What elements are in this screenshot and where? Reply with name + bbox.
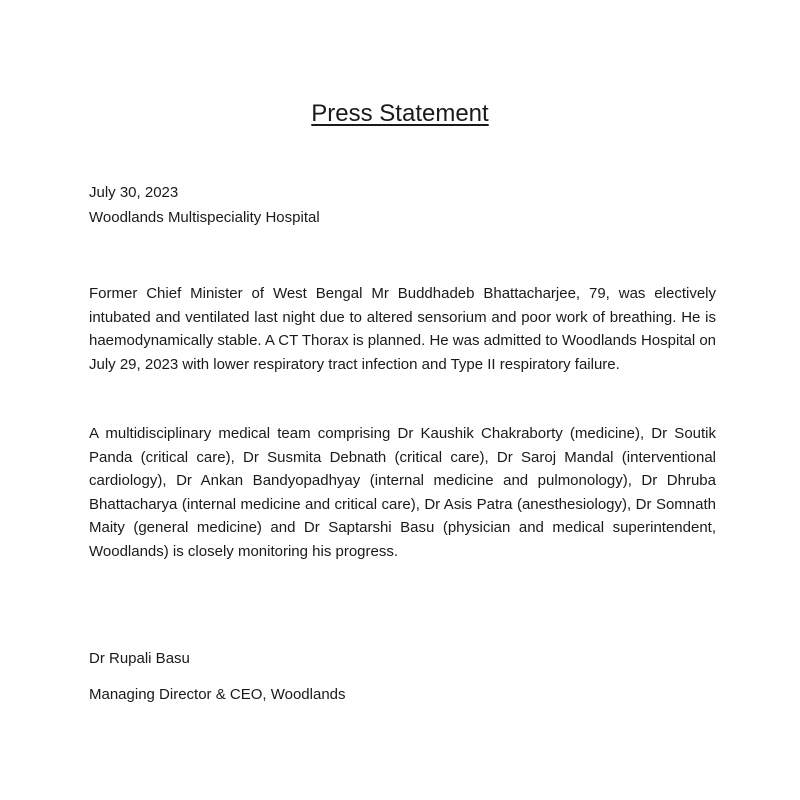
statement-organization: Woodlands Multispeciality Hospital [89, 209, 320, 226]
statement-header [89, 180, 320, 230]
signatory-name: Dr Rupali Basu [89, 650, 190, 667]
document-title-block [0, 98, 800, 130]
body-paragraph-condition: Former Chief Minister of West Bengal Mr Buddhadeb Bhattacharjee, 79, was electively intubated and ventilated last night due to altered sensorium and poor work of breathing. He is haemodynamically stable. A CT Thorax is planned. He was admitted to Woodlands Hospital on July 29, 2023 with lower respiratory tract infection and Type II respiratory failure. [89, 285, 717, 373]
body-paragraph-medical-team: A multidisciplinary medical team comprising Dr Kaushik Chakraborty (medicine), Dr Soutik Panda (critical care), Dr Susmita Debnath (critical care), Dr Saroj Mandal (interventional cardiology), Dr Ankan Bandyopadhyay (internal medicine and pulmonology), Dr Dhruba Bhattacharya (internal medicine and critical care), Dr Asis Patra (anesthesiology), Dr Somnath Maity (general medicine) and Dr Saptarshi Basu (physician and medical superintendent, Woodlands) is closely monitoring his progress. [89, 425, 716, 560]
document-title: Press Statement [311, 100, 489, 127]
signatory-title: Managing Director & CEO, Woodlands [89, 686, 346, 703]
statement-date: July 30, 2023 [89, 184, 179, 201]
